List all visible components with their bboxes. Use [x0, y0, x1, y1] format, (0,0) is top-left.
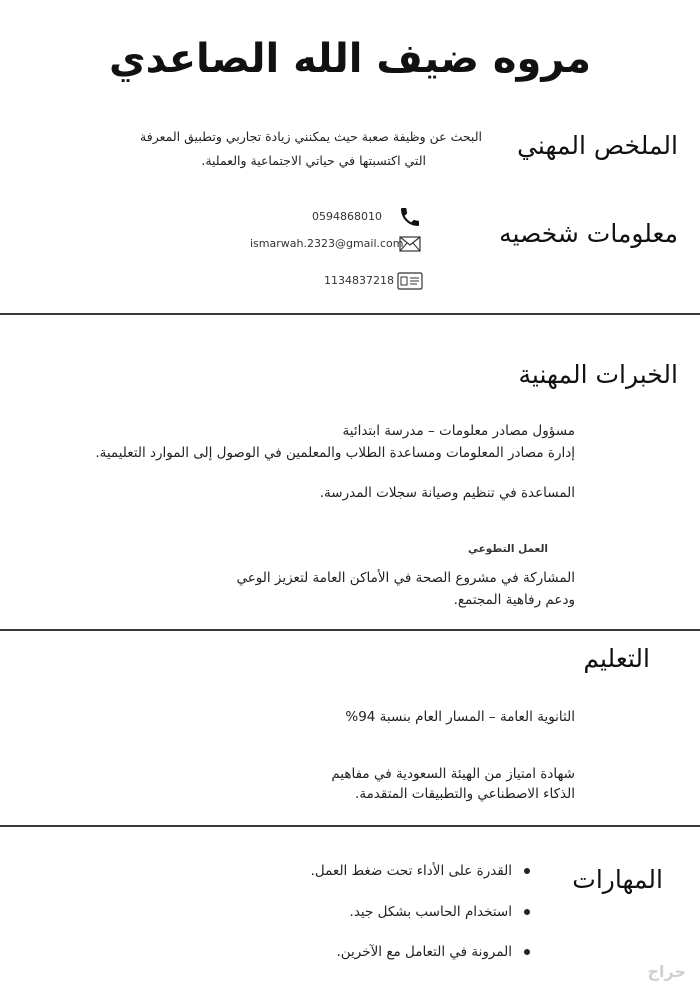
volunteer-line-1: المشاركة في مشروع الصحة في الأماكن العامة لتعزيز الوعي — [236, 570, 575, 586]
education-item-2-line-2: الذكاء الاصطناعي والتطبيقات المتقدمة. — [355, 786, 575, 802]
skills-heading: المهارات — [572, 865, 663, 894]
education-heading: التعليم — [583, 644, 650, 673]
skill-text: استخدام الحاسب بشكل جيد. — [349, 904, 512, 920]
job-duty-1: إدارة مصادر المعلومات ومساعدة الطلاب والمعلمين في الوصول إلى الموارد التعليمية. — [95, 445, 575, 461]
skill-item — [130, 944, 530, 960]
skill-item — [130, 863, 530, 879]
experience-heading: الخبرات المهنية — [518, 360, 678, 389]
education-item-2-line-1: شهادة امتياز من الهيئة السعودية في مفاهيم — [331, 766, 575, 782]
bullet-icon — [524, 949, 530, 955]
job-duty-2: المساعدة في تنظيم وصيانة سجلات المدرسة. — [319, 485, 575, 501]
email-address: ismarwah.2323@gmail.com — [250, 237, 404, 250]
summary-heading: الملخص المهني — [517, 131, 678, 160]
section-divider — [0, 629, 700, 631]
id-card-icon — [397, 272, 423, 290]
page-title: مروه ضيف الله الصاعدي — [108, 36, 592, 82]
bullet-icon — [524, 868, 530, 874]
volunteer-heading: العمل التطوعي — [468, 543, 548, 555]
personal-info-heading: معلومات شخصيه — [499, 219, 678, 248]
summary-line-2: التي اكتسبتها في حياتي الاجتماعية والعملية. — [201, 153, 426, 168]
education-item-1: الثانوية العامة – المسار العام بنسبة 94% — [345, 709, 575, 725]
volunteer-line-2: ودعم رفاهية المجتمع. — [453, 592, 575, 608]
skill-item — [130, 904, 530, 920]
watermark-logo: حراج — [647, 962, 686, 981]
section-divider — [0, 825, 700, 827]
skill-text: المرونة في التعامل مع الآخرين. — [336, 944, 512, 960]
phone-number: 0594868010 — [312, 210, 382, 223]
summary-line-1: البحث عن وظيفة صعبة حيث يمكنني زيادة تجاربي وتطبيق المعرفة — [140, 129, 482, 144]
bullet-icon — [524, 909, 530, 915]
skill-text: القدرة على الأداء تحت ضغط العمل. — [310, 863, 512, 879]
section-divider — [0, 313, 700, 315]
job-title: مسؤول مصادر معلومات – مدرسة ابتدائية — [342, 423, 575, 439]
id-number: 1134837218 — [324, 274, 394, 287]
phone-icon — [398, 205, 422, 229]
